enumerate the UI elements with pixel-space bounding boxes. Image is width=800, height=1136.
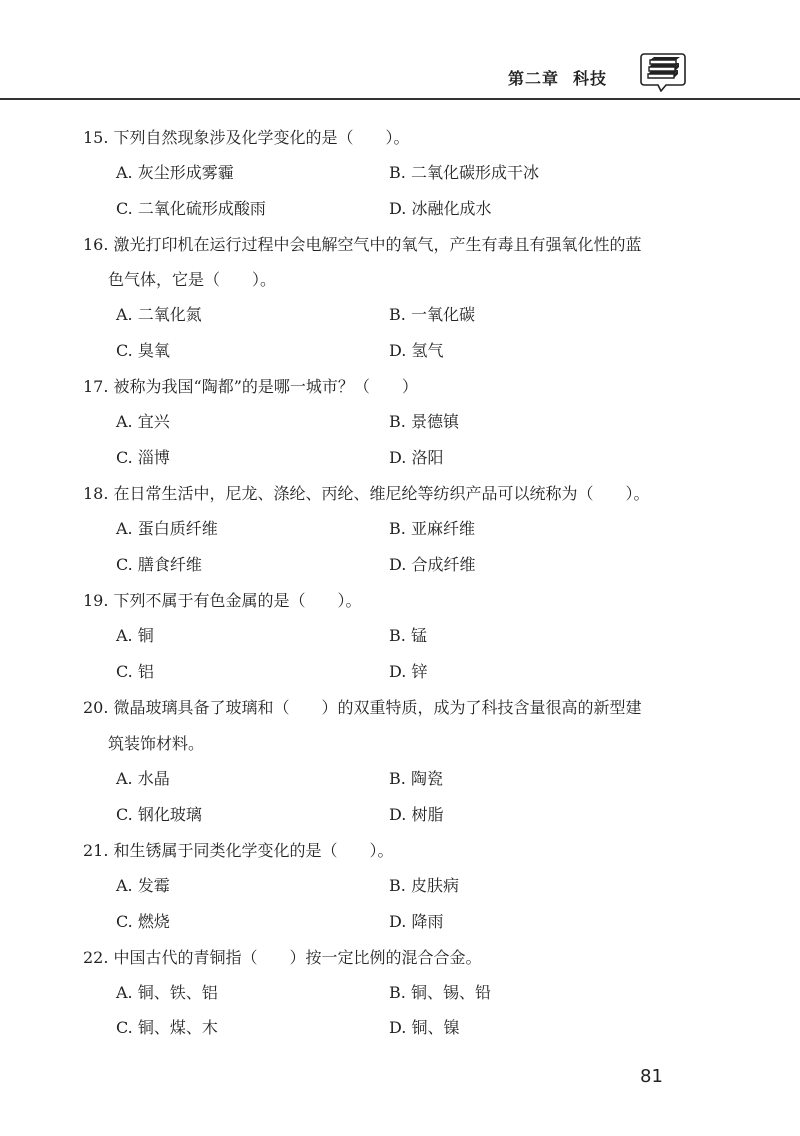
chapter-title: 科技 — [573, 69, 608, 88]
question-text-continued: 色气体，它是（ ）。 — [108, 270, 277, 289]
option-a: A. 宜兴 — [116, 412, 170, 431]
option-d: D. 冰融化成水 — [389, 199, 492, 218]
option-c: C. 臭氧 — [116, 341, 170, 360]
option-c: C. 二氧化硫形成酸雨 — [116, 199, 266, 218]
option-c: C. 钢化玻璃 — [116, 805, 202, 824]
option-c: C. 铝 — [116, 662, 154, 681]
question-text: 激光打印机在运行过程中会电解空气中的氧气，产生有毒且有强氧化性的蓝 — [113, 235, 642, 254]
option-b: B. 铜、锡、铅 — [389, 983, 491, 1002]
option-a: A. 发霉 — [116, 876, 170, 895]
option-b: B. 景德镇 — [389, 412, 459, 431]
question-text: 下列不属于有色金属的是（ ）。 — [113, 591, 362, 610]
question-number: 16. — [83, 235, 109, 254]
option-b: B. 二氧化碳形成干冰 — [389, 163, 539, 182]
option-a: A. 二氧化氮 — [116, 305, 202, 324]
option-d: D. 树脂 — [389, 805, 444, 824]
question-17 — [83, 377, 418, 397]
chapter-number: 第二章 — [508, 69, 560, 88]
question-number: 17. — [83, 377, 109, 396]
option-d: D. 洛阳 — [389, 448, 444, 467]
option-b: B. 亚麻纤维 — [389, 519, 475, 538]
question-text: 和生锈属于同类化学变化的是（ ）。 — [113, 841, 394, 860]
question-number: 18. — [83, 484, 109, 503]
question-number: 21. — [83, 841, 109, 860]
question-text: 微晶玻璃具备了玻璃和（ ）的双重特质，成为了科技含量很高的新型建 — [113, 698, 642, 717]
option-d: D. 降雨 — [389, 912, 444, 931]
option-b: B. 皮肤病 — [389, 876, 459, 895]
question-text: 在日常生活中，尼龙、涤纶、丙纶、维尼纶等纺织产品可以统称为（ ）。 — [113, 484, 650, 503]
option-a: A. 铜 — [116, 626, 154, 645]
option-a: A. 水晶 — [116, 769, 170, 788]
option-d: D. 合成纤维 — [389, 555, 476, 574]
question-number: 15. — [83, 128, 109, 147]
question-19 — [83, 591, 362, 611]
question-22 — [83, 948, 482, 968]
option-c: C. 燃烧 — [116, 912, 170, 931]
question-number: 19. — [83, 591, 109, 610]
question-18 — [83, 484, 650, 504]
question-text: 被称为我国“陶都”的是哪一城市？（ ） — [113, 377, 418, 396]
option-d: D. 铜、镍 — [389, 1018, 460, 1037]
question-text: 中国古代的青铜指（ ）按一定比例的混合合金。 — [113, 948, 482, 967]
question-15 — [83, 128, 410, 148]
option-a: A. 铜、铁、铝 — [116, 983, 218, 1002]
option-c: C. 淄博 — [116, 448, 170, 467]
option-d: D. 氢气 — [389, 341, 444, 360]
question-21 — [83, 841, 394, 861]
option-d: D. 锌 — [389, 662, 428, 681]
option-a: A. 蛋白质纤维 — [116, 519, 218, 538]
question-20 — [83, 698, 642, 718]
question-text-continued: 筑装饰材料。 — [108, 734, 205, 753]
option-a: A. 灰尘形成雾霾 — [116, 163, 234, 182]
option-c: C. 膳食纤维 — [116, 555, 202, 574]
option-c: C. 铜、煤、木 — [116, 1018, 218, 1037]
option-b: B. 陶瓷 — [389, 769, 443, 788]
option-b: B. 一氧化碳 — [389, 305, 475, 324]
question-text: 下列自然现象涉及化学变化的是（ ）。 — [113, 128, 410, 147]
page-number: 81 — [640, 1066, 663, 1087]
question-16 — [83, 235, 642, 255]
option-b: B. 锰 — [389, 626, 427, 645]
question-number: 22. — [83, 948, 109, 967]
question-number: 20. — [83, 698, 109, 717]
